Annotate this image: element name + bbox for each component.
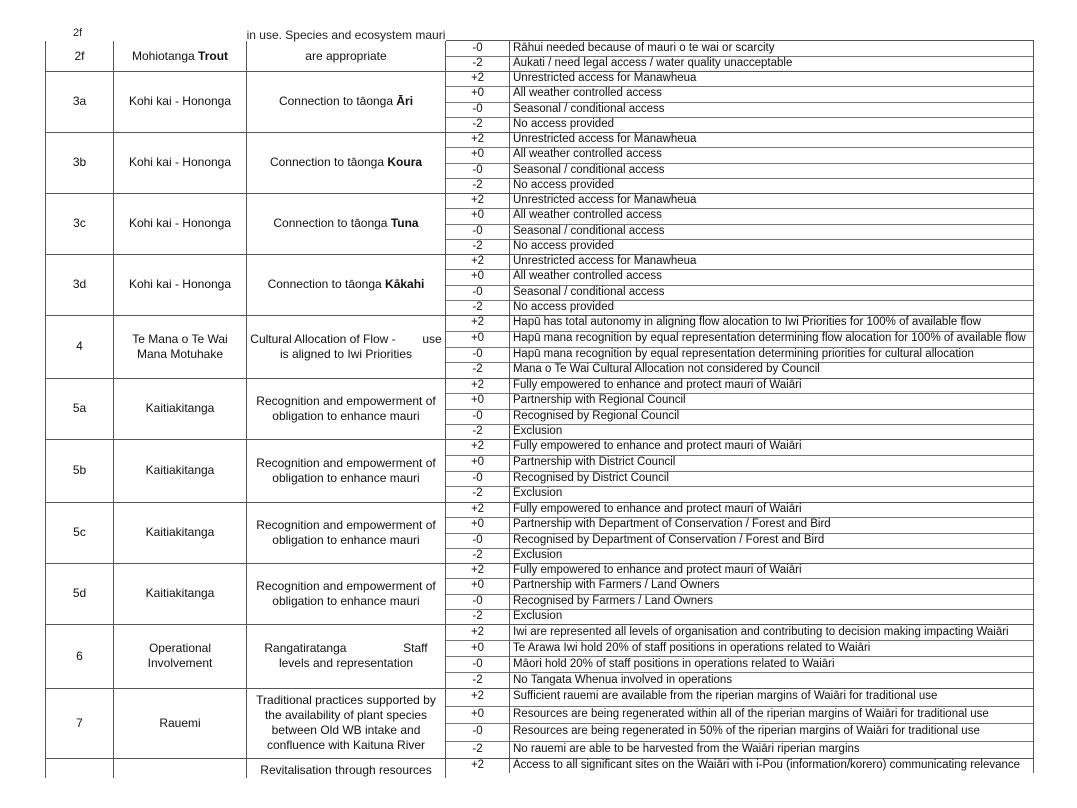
attribute-cell	[113, 688, 246, 758]
attribute-text	[117, 641, 243, 671]
score-value: -0	[472, 102, 483, 115]
row-number: 3d	[72, 277, 87, 291]
score-value: -2	[472, 674, 483, 686]
attribute-cell	[113, 315, 246, 378]
attribute-label: Kaitiakitanga	[145, 463, 215, 477]
attribute-cell	[113, 193, 246, 254]
table-row	[45, 132, 1034, 194]
score-description: No rauemi are able to be harvested from the Waiāri riperian margins	[509, 741, 1034, 759]
score-value: -2	[472, 548, 483, 561]
attribute-text	[129, 155, 231, 170]
feature-cell	[246, 254, 446, 315]
score-value: +0	[470, 642, 485, 654]
score-value: -0	[472, 533, 483, 546]
score-description: No access provided	[509, 178, 1034, 193]
score-description: Te Arawa Iwi hold 20% of staff positions in operations related to Waiāri	[509, 640, 1034, 656]
attribute-text	[132, 49, 228, 64]
attribute-cell	[113, 624, 246, 688]
feature-cell	[246, 315, 446, 378]
feature-text	[250, 693, 442, 753]
score-value: -2	[472, 363, 483, 376]
score-description: Resources are being regenerated within all of the riperian margins of Waiāri for traditional use	[509, 706, 1034, 724]
row-number-cell	[45, 378, 113, 439]
attribute-text	[159, 716, 200, 731]
score-description: Hapū has total autonomy in aligning flow alocation to Iwi Priorities for 100% of available flow	[509, 315, 1034, 331]
score-value: +2	[470, 503, 485, 515]
row-number-cell	[45, 439, 113, 502]
row-number: 2f	[74, 48, 85, 63]
row-number-cell	[45, 254, 113, 315]
score-value: -0	[472, 163, 483, 176]
feature-text	[279, 94, 413, 109]
table-top-border	[446, 40, 1034, 41]
score-description: No access provided	[509, 117, 1034, 132]
feature-label: Connection to tāonga	[269, 155, 385, 169]
table-row	[45, 378, 1034, 440]
feature-cell	[246, 758, 446, 778]
score-row	[446, 424, 1034, 439]
feature-cell	[246, 71, 446, 132]
row-number: 4	[76, 339, 83, 353]
table-row	[45, 688, 1034, 759]
attribute-label: Kaitiakitanga	[145, 525, 215, 539]
row-number: 5a	[72, 401, 87, 415]
score-row	[446, 471, 1034, 488]
score-value: -0	[472, 347, 483, 360]
attribute-label: Mohiotanga	[131, 48, 195, 63]
attribute-label: Kaitiakitanga	[145, 586, 215, 600]
score-description: Fully empowered to enhance and protect mauri of Waiāri	[509, 563, 1034, 578]
feature-cell	[246, 193, 446, 254]
score-description: Unrestricted access for Manawheua	[509, 254, 1034, 269]
feature-label-bold: Kākahi	[385, 277, 425, 291]
feature-label: Connection to tāonga	[278, 94, 394, 108]
score-description: No access provided	[509, 300, 1034, 315]
score-row	[446, 362, 1034, 378]
attribute-text	[146, 463, 215, 478]
table-row	[45, 758, 1034, 778]
feature-text	[305, 49, 386, 64]
score-value: +0	[470, 394, 485, 407]
row-number-cut: 2f	[73, 27, 83, 39]
score-description: Unrestricted access for Manawheua	[509, 193, 1034, 208]
feature-cell	[246, 132, 446, 193]
feature-text	[250, 394, 442, 424]
score-row	[446, 254, 1034, 270]
score-description: Seasonal / conditional access	[509, 285, 1034, 300]
row-number-cell	[45, 563, 113, 624]
row-number: 5d	[72, 586, 87, 600]
feature-label: Connection to tāonga	[267, 277, 382, 291]
score-description: Exclusion	[509, 609, 1034, 624]
score-row	[446, 502, 1034, 518]
attribute-label-bold: Trout	[198, 48, 229, 63]
feature-text	[273, 216, 418, 231]
score-description: Recognised by District Council	[509, 471, 1034, 487]
row-number-cell	[45, 688, 113, 758]
score-value: +2	[470, 626, 485, 638]
score-row	[446, 455, 1034, 472]
attribute-cell	[113, 254, 246, 315]
score-description: All weather controlled access	[509, 147, 1034, 162]
feature-label: Recognition and empowerment of obligation to enhance mauri	[256, 393, 440, 423]
table-row	[45, 71, 1034, 133]
score-row	[446, 193, 1034, 209]
attribute-cell	[113, 132, 246, 193]
attribute-label: Operational Involvement	[147, 641, 213, 670]
feature-text	[268, 277, 425, 292]
score-description: Partnership with Regional Council	[509, 393, 1034, 408]
score-description: Fully empowered to enhance and protect mauri of Waiāri	[509, 502, 1034, 517]
attribute-label: Kaitiakitanga	[145, 401, 215, 415]
row-number: 5c	[73, 525, 86, 539]
attribute-cell	[113, 502, 246, 563]
score-description: Fully empowered to enhance and protect mauri of Waiāri	[509, 378, 1034, 393]
attribute-text	[146, 401, 215, 416]
table-row	[45, 439, 1034, 503]
score-value: -0	[472, 285, 483, 298]
feature-label: are appropriate	[305, 48, 387, 63]
score-value: +2	[470, 564, 485, 576]
score-row	[446, 533, 1034, 549]
score-description: Seasonal / conditional access	[509, 163, 1034, 178]
feature-text	[260, 763, 431, 778]
attribute-label: Te Mana o Te Wai Mana Motuhake	[132, 331, 228, 361]
score-description: All weather controlled access	[509, 269, 1034, 284]
feature-cell	[246, 688, 446, 758]
row-number-cell	[45, 758, 113, 778]
score-value: -2	[472, 178, 483, 191]
table-row	[45, 502, 1034, 564]
score-row	[446, 723, 1034, 742]
row-number-cell	[45, 132, 113, 193]
score-row	[446, 178, 1034, 193]
attribute-text	[146, 586, 215, 601]
score-value: -2	[472, 487, 483, 500]
score-row	[446, 594, 1034, 610]
score-row	[446, 71, 1034, 87]
attribute-cell	[113, 563, 246, 624]
feature-label: Rangatiratanga Staff levels and representation	[264, 641, 431, 670]
score-row	[446, 706, 1034, 725]
score-description: Partnership with Farmers / Land Owners	[509, 578, 1034, 593]
score-row	[446, 640, 1034, 657]
attribute-text	[129, 94, 231, 109]
score-description: Recognised by Regional Council	[509, 409, 1034, 424]
table-row	[45, 41, 1034, 72]
score-value: -0	[472, 42, 483, 54]
feature-label: Revitalisation through resources	[260, 763, 432, 777]
score-row	[446, 132, 1034, 148]
score-value: -0	[472, 471, 483, 484]
score-value: -0	[472, 725, 483, 737]
score-value: +2	[470, 255, 485, 267]
score-row	[446, 239, 1034, 254]
score-value: +0	[470, 209, 485, 222]
score-row	[446, 147, 1034, 163]
score-row	[446, 656, 1034, 673]
score-value: +0	[470, 579, 485, 592]
score-row	[446, 378, 1034, 394]
feature-cell	[246, 624, 446, 688]
row-number-cell	[45, 315, 113, 378]
score-row	[446, 578, 1034, 594]
attribute-cell	[113, 439, 246, 502]
feature-label-bold: Tuna	[390, 216, 419, 230]
score-row	[446, 300, 1034, 315]
feature-label: Recognition and empowerment of obligation to enhance mauri	[256, 455, 440, 485]
score-value: +2	[470, 72, 485, 84]
score-value: -0	[472, 409, 483, 422]
attribute-text	[146, 525, 215, 540]
score-row	[446, 163, 1034, 179]
score-description: Recognised by Department of Conservation / Forest and Bird	[509, 533, 1034, 548]
attribute-cell	[113, 71, 246, 132]
score-description: Seasonal / conditional access	[509, 224, 1034, 239]
score-description: Partnership with District Council	[509, 455, 1034, 471]
score-description: Mana o Te Wai Cultural Allocation not considered by Council	[509, 362, 1034, 378]
feature-cell	[246, 41, 446, 71]
feature-label: Cultural Allocation of Flow - use is aligned to Iwi Priorities	[250, 331, 446, 361]
score-value: +0	[470, 707, 485, 720]
score-description: Access to all significant sites on the Waiāri with i-Pou (information/korero) communicating relevance	[509, 758, 1034, 773]
score-value: -2	[472, 609, 483, 622]
feature-label-bold: Āri	[396, 94, 414, 108]
score-row	[446, 758, 1034, 773]
score-row	[446, 224, 1034, 240]
score-value: -0	[472, 658, 483, 670]
row-number: 3c	[73, 216, 86, 230]
score-description: Exclusion	[509, 486, 1034, 502]
feature-text	[250, 456, 442, 486]
score-value: -2	[472, 117, 483, 130]
feature-label: Recognition and empowerment of obligation to enhance mauri	[256, 578, 440, 608]
score-value: +2	[470, 440, 485, 452]
score-row	[446, 439, 1034, 456]
score-row	[446, 269, 1034, 285]
score-description: Exclusion	[509, 548, 1034, 563]
row-number: 7	[76, 715, 83, 730]
score-description: All weather controlled access	[509, 208, 1034, 223]
score-row	[446, 741, 1034, 759]
score-row	[446, 208, 1034, 224]
score-value: -0	[472, 594, 483, 607]
score-row	[446, 486, 1034, 502]
feature-cell	[246, 502, 446, 563]
score-row	[446, 624, 1034, 641]
score-description: Fully empowered to enhance and protect mauri of Waiāri	[509, 439, 1034, 455]
row-number: 5b	[72, 463, 87, 477]
score-row	[446, 609, 1034, 624]
score-row	[446, 315, 1034, 332]
feature-text	[250, 579, 442, 609]
attribute-label: Kohi kai - Hononga	[128, 94, 232, 108]
score-row	[446, 117, 1034, 132]
attribute-text	[129, 216, 231, 231]
attribute-text	[117, 332, 243, 362]
score-row	[446, 285, 1034, 301]
score-value: +0	[470, 148, 485, 161]
feature-text	[270, 155, 422, 170]
score-description: Unrestricted access for Manawheua	[509, 132, 1034, 147]
row-number-cell	[45, 193, 113, 254]
score-value: -2	[472, 424, 483, 437]
score-row	[446, 393, 1034, 409]
feature-label: Recognition and empowerment of obligation to enhance mauri	[256, 517, 440, 547]
score-value: +0	[470, 331, 485, 344]
feature-text	[250, 641, 442, 671]
table-row	[45, 254, 1034, 316]
score-row	[446, 347, 1034, 364]
score-row	[446, 548, 1034, 563]
score-value: +2	[470, 133, 485, 145]
attribute-cell	[113, 378, 246, 439]
score-value: -2	[472, 239, 483, 252]
feature-label-bold: Koura	[387, 155, 423, 169]
score-description: Exclusion	[509, 424, 1034, 439]
score-row	[446, 563, 1034, 579]
score-description: Partnership with Department of Conservation / Forest and Bird	[509, 517, 1034, 532]
attribute-label: Kohi kai - Hononga	[128, 277, 232, 291]
score-description: Unrestricted access for Manawheua	[509, 71, 1034, 86]
attribute-label: Kohi kai - Hononga	[128, 155, 232, 169]
score-row	[446, 688, 1034, 707]
row-number: 3a	[72, 94, 87, 108]
score-row	[446, 56, 1034, 71]
score-value: +2	[470, 194, 485, 206]
score-value: -2	[472, 57, 483, 69]
feature-text-cut: in use. Species and ecosystem mauri	[246, 28, 446, 42]
score-row	[446, 331, 1034, 348]
attribute-label: Rauemi	[159, 715, 201, 730]
score-value: +2	[470, 316, 485, 328]
feature-label: Connection to tāonga	[273, 216, 388, 230]
score-value: +0	[470, 455, 485, 468]
feature-cell	[246, 439, 446, 502]
attribute-cell	[113, 758, 246, 778]
score-description: Seasonal / conditional access	[509, 102, 1034, 117]
row-number-cell	[45, 71, 113, 132]
score-description: Resources are being regenerated in 50% of the riperian margins of Waiāri for traditional use	[509, 723, 1034, 741]
attribute-label: Kohi kai - Hononga	[128, 216, 232, 230]
score-description: Māori hold 20% of staff positions in operations related to Waiāri	[509, 656, 1034, 672]
row-number-cell	[45, 41, 113, 71]
table-row	[45, 315, 1034, 379]
score-value: +0	[470, 518, 485, 531]
score-description: Hapū mana recognition by equal representation determining flow alocation for 100% of available flow	[509, 331, 1034, 347]
attribute-text	[129, 277, 231, 292]
score-row	[446, 672, 1034, 688]
score-value: -2	[472, 742, 483, 755]
row-number: 6	[76, 648, 83, 663]
score-description: Aukati / need legal access / water quality unacceptable	[509, 56, 1034, 71]
score-value: -0	[472, 224, 483, 237]
score-description: Rāhui needed because of mauri o te wai or scarcity	[509, 41, 1034, 56]
table-row	[45, 193, 1034, 255]
score-value: +0	[470, 270, 485, 283]
attribute-cell	[113, 41, 246, 71]
row-number-cell	[45, 624, 113, 688]
score-row	[446, 409, 1034, 425]
table-row	[45, 624, 1034, 689]
feature-label: Traditional practices supported by the availability of plant species between Old WB intake and confluence with Kaituna River	[256, 693, 440, 752]
row-number: 3b	[72, 155, 87, 169]
table-row	[45, 563, 1034, 625]
score-description: Iwi are represented all levels of organisation and contributing to decision making impacting Waiāri	[509, 624, 1034, 640]
score-row	[446, 102, 1034, 118]
score-row	[446, 41, 1034, 57]
score-value: -2	[472, 300, 483, 313]
score-description: Recognised by Farmers / Land Owners	[509, 594, 1034, 609]
feature-cell	[246, 378, 446, 439]
score-description: No Tangata Whenua involved in operations	[509, 672, 1034, 688]
score-value: +2	[470, 379, 485, 391]
feature-text	[250, 518, 442, 548]
score-value: +2	[470, 759, 485, 771]
score-description: All weather controlled access	[509, 86, 1034, 101]
score-value: +0	[470, 87, 485, 100]
score-description: No access provided	[509, 239, 1034, 254]
feature-text	[250, 331, 446, 362]
score-description: Sufficient rauemi are available from the riperian margins of Waiāri for traditional use	[509, 688, 1034, 706]
score-row	[446, 86, 1034, 102]
score-row	[446, 517, 1034, 533]
score-description: Hapū mana recognition by equal representation determining priorities for cultural allocation	[509, 347, 1034, 363]
score-value: +2	[470, 690, 485, 702]
feature-cell	[246, 563, 446, 624]
row-number-cell	[45, 502, 113, 563]
